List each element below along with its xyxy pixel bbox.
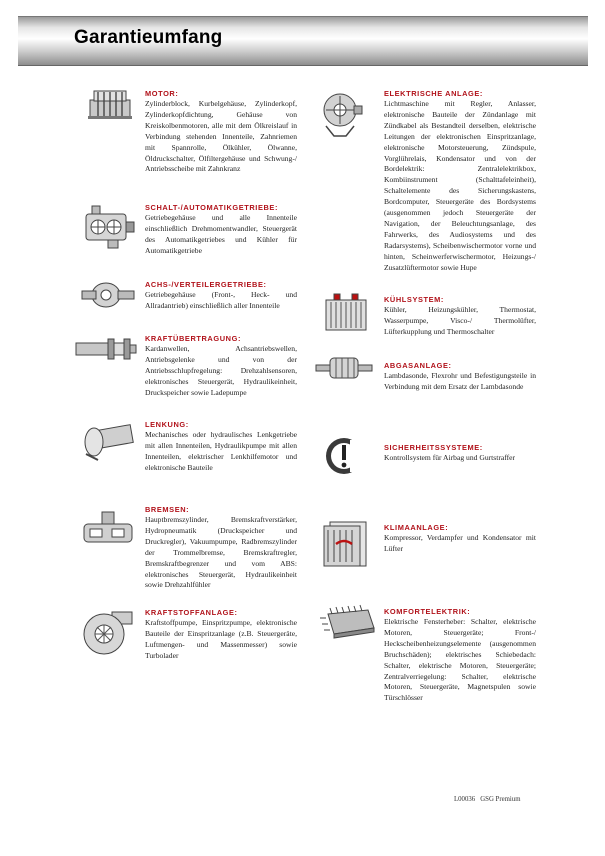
section-sicherheitssysteme: [384, 443, 536, 464]
section-title: KLIMAANLAGE:: [384, 523, 449, 532]
fuel-pump-icon: [80, 606, 136, 658]
chip-icon: [318, 604, 376, 640]
radiator-icon: [322, 292, 370, 334]
section-abgasanlage: [384, 361, 536, 393]
section-kraftuebertragung: [145, 334, 297, 399]
footer-code: L00036: [454, 796, 476, 803]
page-header: [18, 16, 588, 66]
section-elektrik: [384, 89, 536, 274]
section-title: ELEKTRISCHE ANLAGE:: [384, 89, 483, 98]
steering-icon: [82, 418, 138, 462]
footer-product: GSG Premium: [480, 796, 521, 803]
section-body: Kontrollsystem für Airbag und Gurtstraffer: [384, 453, 516, 462]
exhaust-icon: [314, 352, 374, 384]
section-klimaanlage: [384, 523, 536, 555]
section-title: KRAFTSTOFFANLAGE:: [145, 608, 238, 617]
section-body: Kraftstoffpumpe, Einspritzpumpe, elektronische Bauteile der Einspritzanlage (z.B. Steuergeräte, Luftmengen- und Massenmesser) sowie Turbolader: [145, 618, 297, 660]
section-title: ACHS-/VERTEILERGETRIEBE:: [145, 280, 267, 289]
section-lenkung: [145, 420, 297, 474]
section-title: ABGASANLAGE:: [384, 361, 452, 370]
gearbox-icon: [80, 200, 136, 252]
section-getriebe: [145, 203, 297, 257]
engine-block-icon: [86, 88, 134, 122]
section-title: MOTOR:: [145, 89, 179, 98]
section-body: Hauptbremszylinder, Bremskraftverstärker, Hydropneumatik (Druckspeicher und Druckregler), Vakuumpumpe, Radbremszylinder der Trommelbremse, Bremskraftregler, Bremskraftbegrenzer und vom ABS: elektronisches Steuergerät, Hydraulikeinheit sowie Drehzahlfühler: [145, 515, 297, 590]
section-body: Kompressor, Verdampfer und Kondensator mit Lüfter: [384, 533, 536, 553]
section-motor: [145, 89, 297, 175]
section-kuehlsystem: [384, 295, 536, 338]
alternator-icon: [318, 88, 366, 140]
page-footer: [454, 796, 520, 803]
section-title: LENKUNG:: [145, 420, 189, 429]
section-body: Lichtmaschine mit Regler, Anlasser, elektronische Bauteile der Zündanlage mit Zündkabel als Bestandteil derselben, elektrische Leitungen der elektronischen Einspritzanlage, elektronische Motorsteuerung, Zündspule, Vorglührelais, Kondensator und von der Bordelektrik: Zentralelektrikbox, Kombiinstrument (Schalttafeleinheit), Schaltelemente des Sicherungskastens, Bordcomputer, Steuergeräte des Bordsystems (ausgenommen jedoch Steuergeräte der Navigation, der Beleuchtungsanlage, des Fahrwerks, des Audiosystems und des Radarsystems), Scheibenwischermotor vorne und hinten, Scheinwerferwischermotor, Heizungs-/ Zusatzlüftermotor sowie Hupe: [384, 99, 536, 272]
section-body: Zylinderblock, Kurbelgehäuse, Zylinderkopf, Zylinderkopfdichtung, Gehäuse von Kreiskolbenmotoren, alle mit dem Ölkreislauf in Verbindung stehenden Innenteile, Zahnriemen mit Spannrolle, Ölkühler, Ölwanne, Öldruckschalter, Ölfiltergehäuse und Schwung-/ Antriebsscheibe mit Zahnkranz: [145, 99, 297, 174]
section-body: Mechanisches oder hydraulisches Lenkgetriebe mit allen Innenteilen, Hydraulikpumpe mit allen Innenteilen, elektrischer Lenkhilfemotor und elektronische Bauteile: [145, 430, 297, 472]
section-body: Getriebegehäuse (Front-, Heck- und Allradantrieb) einschließlich aller Innenteile: [145, 290, 297, 310]
section-body: Kardanwellen, Achsantriebswellen, Antriebsgelenke und von der Antriebsschlupfregelung: Drehzahlsensoren, elektronisches Steuergerät, Hydraulikeinheit, Druckspeicher sowie Ladepumpe: [145, 344, 297, 397]
ac-condenser-icon: [318, 518, 370, 570]
section-title: BREMSEN:: [145, 505, 190, 514]
section-body: Lambdasonde, Flexrohr und Befestigungsteile in Verbindung mit dem Ersatz der Lambdasonde: [384, 371, 536, 391]
section-title: KÜHLSYSTEM:: [384, 295, 444, 304]
section-komfortelektrik: [384, 607, 536, 704]
airbag-warning-icon: [324, 436, 364, 476]
section-body: Kühler, Heizungskühler, Thermostat, Wasserpumpe, Visco-/ Thermolüfter, Lüfterkupplung und Thermoschalter: [384, 305, 536, 336]
section-title: KOMFORTELEKTRIK:: [384, 607, 471, 616]
page-title: Garantieumfang: [74, 27, 223, 48]
section-title: KRAFTÜBERTRAGUNG:: [145, 334, 242, 343]
brake-cylinder-icon: [80, 510, 136, 548]
section-title: SICHERHEITSSYSTEME:: [384, 443, 483, 452]
section-bremsen: [145, 505, 297, 591]
section-body: Getriebegehäuse und alle Innenteile einschließlich Drehmomentwandler, Steuergerät des Automatikgetriebes und Kühler für Automatikgetriebe: [145, 213, 297, 255]
section-achs: [145, 280, 297, 312]
section-body: Elektrische Fensterheber: Schalter, elektrische Motoren, Steuergeräte; Front-/ Heckscheibenheizungselemente (ausgenommen Bruchschäden); elektrisches Schiebedach: Schalter, elektrische Motoren, Steuergeräte; Zentralverriegelung: Schalter, elektrische Motoren, Steuergeräte, Magnetspulen sowie Türschlösser: [384, 617, 536, 703]
differential-icon: [80, 278, 136, 312]
section-title: SCHALT-/AUTOMATIKGETRIEBE:: [145, 203, 279, 212]
driveshaft-icon: [74, 335, 138, 363]
section-kraftstoff: [145, 608, 297, 662]
